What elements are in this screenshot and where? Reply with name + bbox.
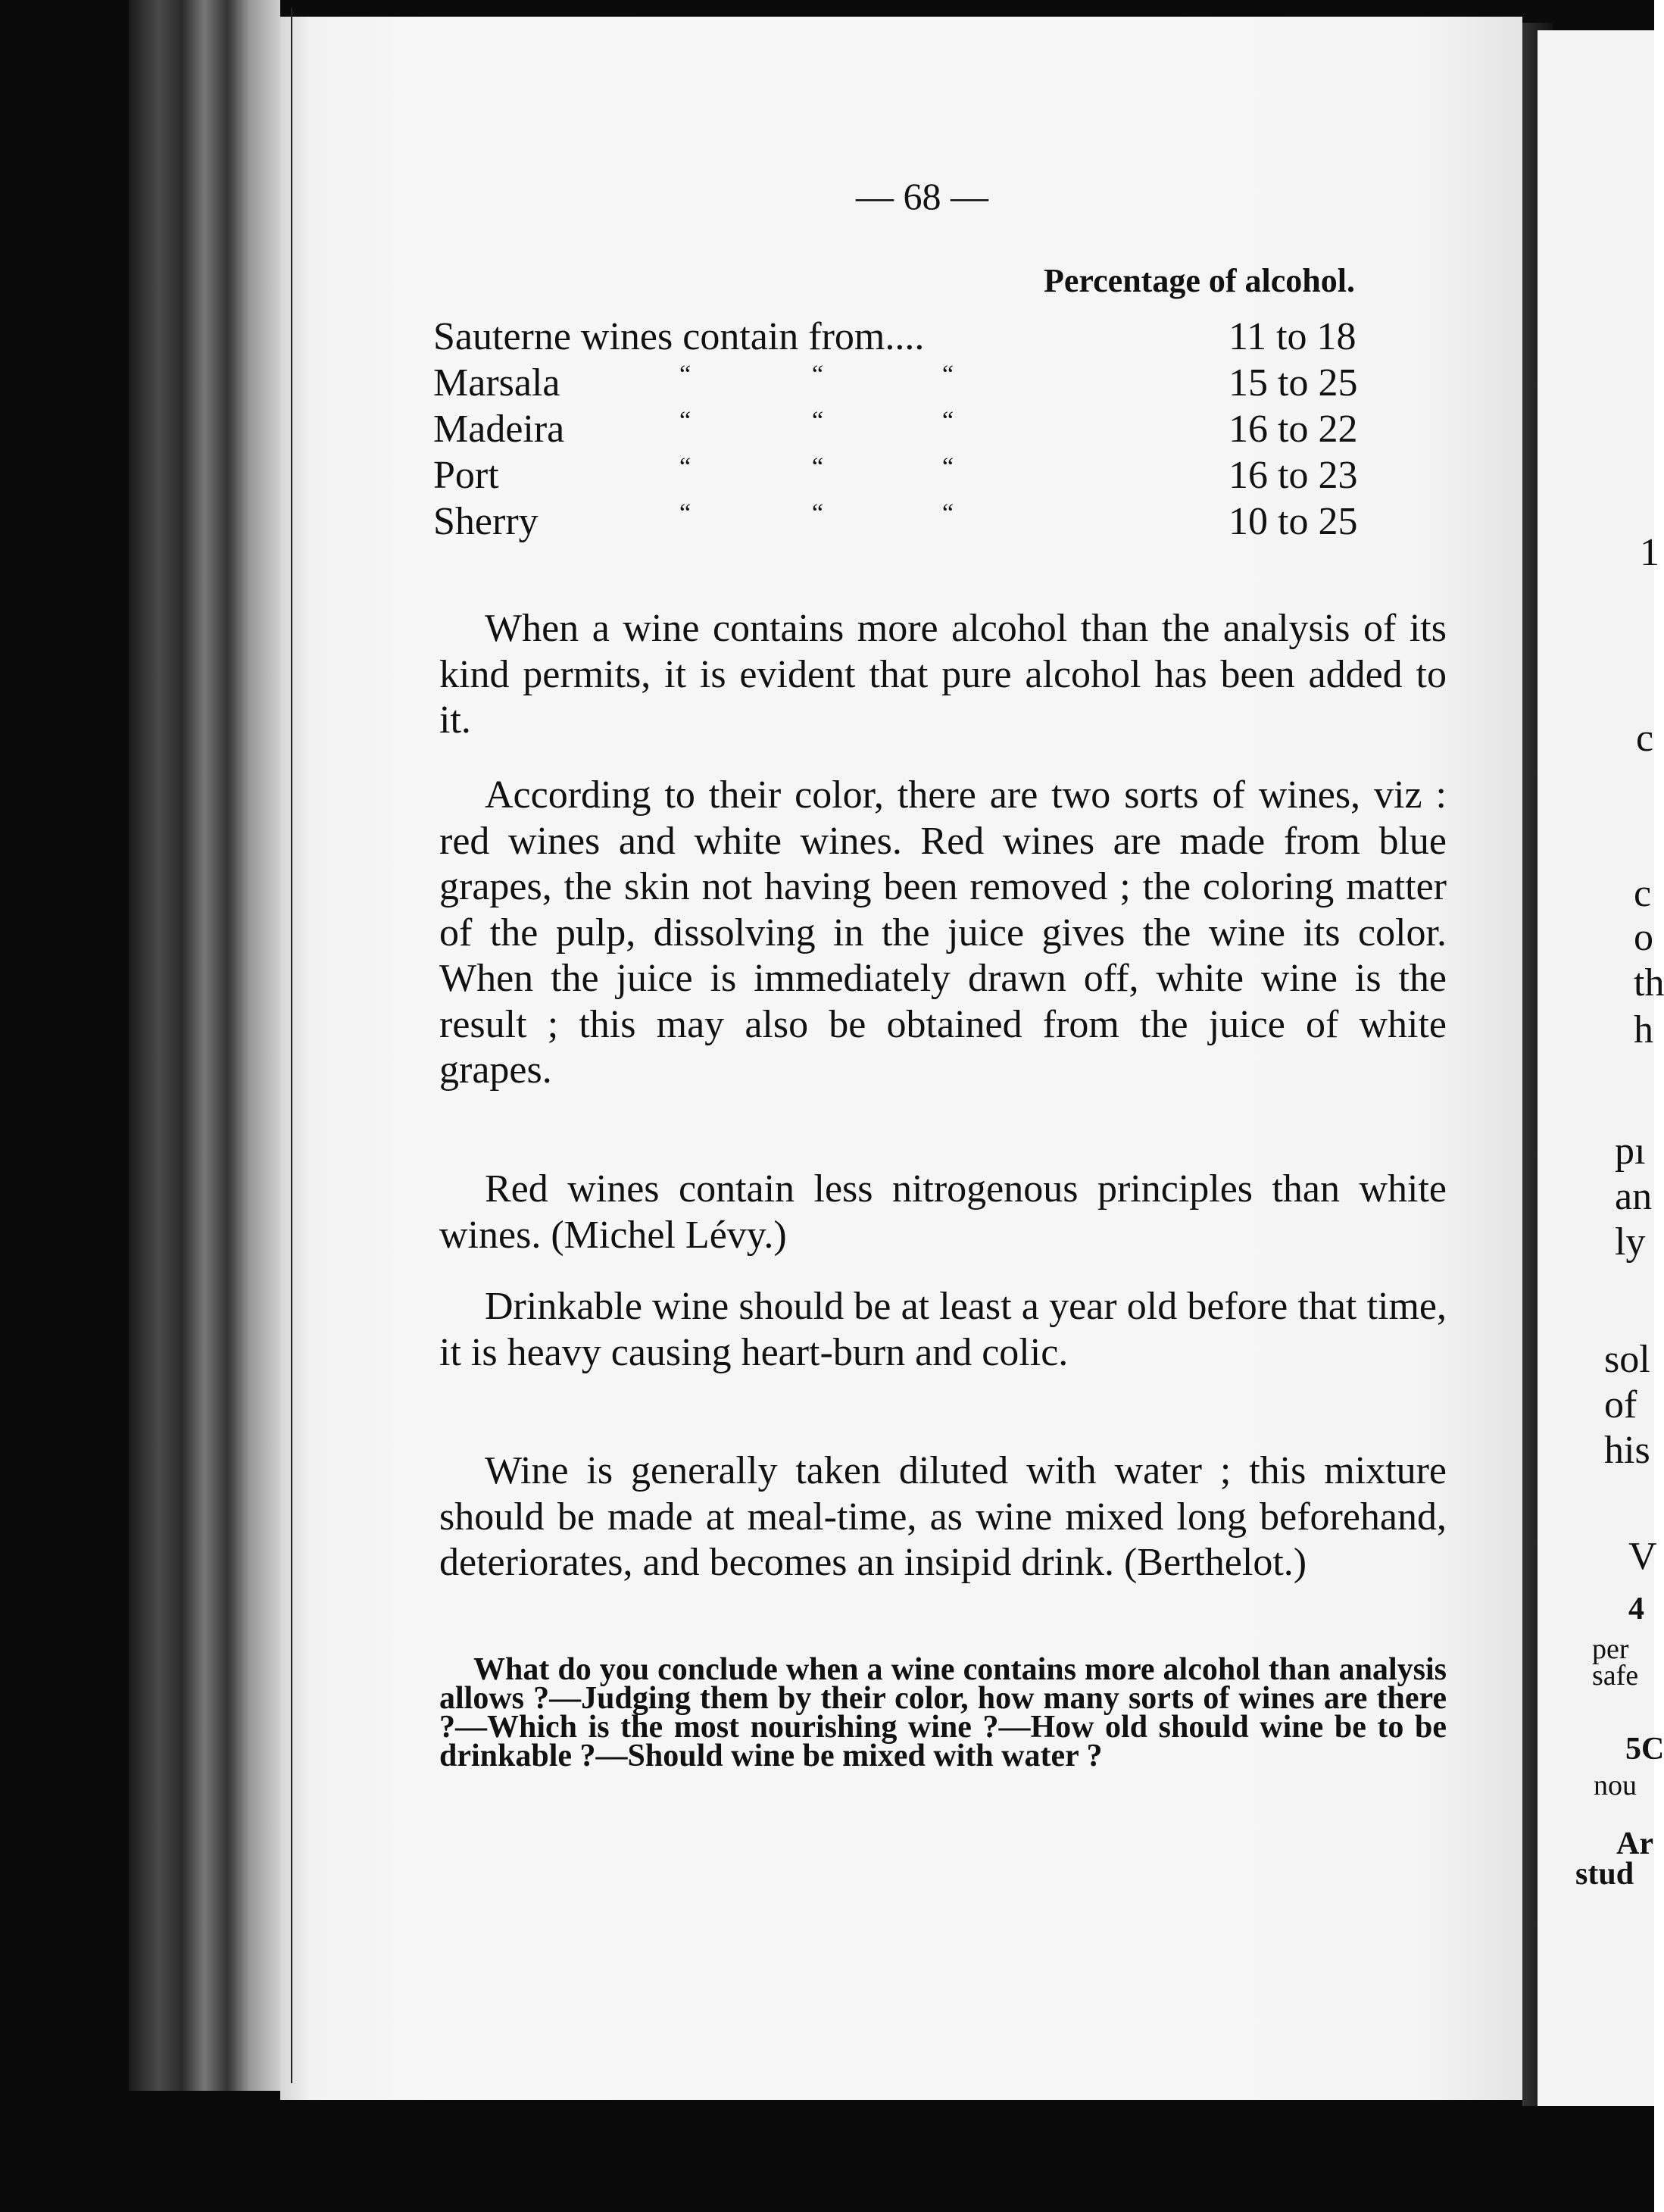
- ditto-mark: “: [812, 407, 824, 435]
- wine-name: Sherry: [433, 500, 539, 543]
- alcohol-range: 16 to 23: [1228, 454, 1358, 497]
- next-page-text: ly: [1615, 1220, 1646, 1264]
- paragraph-wine-age: Drinkable wine should be at least a year old before that time, it is heavy causing heart-burn and colic.: [439, 1285, 1447, 1374]
- next-page-text: 1: [1640, 531, 1659, 574]
- next-page-text: Ar: [1616, 1826, 1653, 1861]
- alcohol-range: 16 to 22: [1228, 408, 1358, 451]
- next-page-text: nou: [1594, 1770, 1637, 1801]
- page-number: — 68 —: [856, 175, 988, 217]
- next-page-text: h: [1634, 1008, 1653, 1051]
- next-page-text: safe: [1592, 1660, 1639, 1692]
- next-page-text: per: [1592, 1633, 1629, 1665]
- ditto-mark: “: [942, 361, 954, 389]
- paragraph-added-alcohol: When a wine contains more alcohol than the analysis of its kind permits, it is evident that pure alcohol has been added to it.: [439, 607, 1447, 742]
- table-row: [433, 453, 1494, 498]
- paragraph-wine-colors: According to their color, there are two sorts of wines, viz : red wines and white wines. Red wines are made from blue grapes, the skin not having been removed ; the coloring matter of the pulp, dissolving in the juice gives the wine its color. When the juice is immediately drawn off, white wine is the result ; this may also be obtained from the juice of white grapes.: [439, 773, 1447, 1092]
- alcohol-range: 10 to 25: [1228, 500, 1358, 543]
- next-page-text: c: [1636, 717, 1654, 760]
- ditto-mark: “: [942, 499, 954, 527]
- ditto-mark: “: [812, 453, 824, 481]
- next-page-text: 5C: [1625, 1732, 1664, 1767]
- table-row: [433, 407, 1494, 452]
- wine-name: Madeira: [433, 408, 565, 451]
- table-row: [433, 499, 1494, 545]
- next-page-text: pı: [1615, 1129, 1646, 1173]
- ditto-mark: “: [942, 453, 954, 481]
- table-row: [433, 314, 1494, 360]
- next-page-text: sol: [1604, 1338, 1650, 1381]
- review-questions: What do you conclude when a wine contains more alcohol than analysis allows ?—Judging them by their color, how many sorts of wines are there ?—Which is the most nourishing wine ?—How old should wine be to be drinkable ?—Should wine be mixed with water ?: [439, 1652, 1447, 1773]
- alcohol-range: 11 to 18: [1228, 315, 1356, 358]
- next-page-text: his: [1604, 1429, 1650, 1472]
- next-page-text: o: [1634, 916, 1653, 959]
- alcohol-range: 15 to 25: [1228, 361, 1358, 405]
- ditto-mark: “: [679, 407, 692, 435]
- ditto-mark: “: [679, 453, 692, 481]
- next-page-text: c: [1634, 872, 1652, 915]
- wine-name: Marsala: [433, 361, 560, 405]
- next-page-text: stud: [1575, 1857, 1634, 1892]
- next-page-text: of: [1604, 1383, 1637, 1426]
- wine-name: Port: [433, 454, 499, 497]
- ditto-mark: “: [942, 407, 954, 435]
- next-page-text: V: [1628, 1535, 1657, 1578]
- paragraph-nitrogenous: Red wines contain less nitrogenous principles than white wines. (Michel Lévy.): [439, 1167, 1447, 1257]
- next-page-text: 4: [1628, 1592, 1644, 1626]
- table-row: [433, 361, 1494, 406]
- ditto-mark: “: [812, 499, 824, 527]
- next-page-text: an: [1615, 1175, 1653, 1218]
- next-page-text: th: [1634, 961, 1664, 1004]
- ditto-mark: “: [679, 361, 692, 389]
- paragraph-diluted-wine: Wine is generally taken diluted with water ; this mixture should be made at meal-time, as wine mixed long beforehand, deteriorates, and becomes an insipid drink. (Berthelot.): [439, 1449, 1447, 1584]
- table-header: Percentage of alcohol.: [1044, 262, 1355, 299]
- ditto-mark: “: [679, 499, 692, 527]
- wine-name: Sauterne wines contain from....: [433, 315, 925, 358]
- ditto-mark: “: [812, 361, 824, 389]
